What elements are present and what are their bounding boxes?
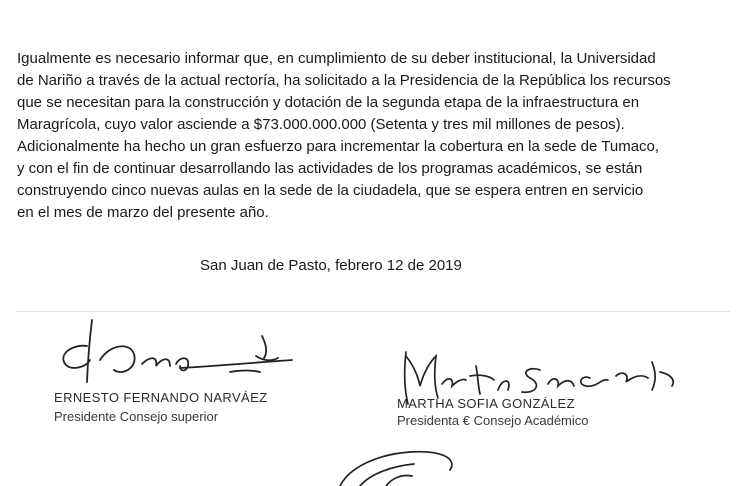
signature-partial <box>330 440 470 486</box>
body-paragraph <box>17 48 725 224</box>
body-line: y con el fin de continuar desarrollando las actividades de los programas académicos, se están <box>17 160 643 177</box>
body-line: de Nariño a través de la actual rectoría, ha solicitado a la Presidencia de la República los recursos <box>17 72 671 89</box>
body-line: en el mes de marzo del presente año. <box>17 204 269 221</box>
signatory-role: Presidente Consejo superior <box>54 409 219 424</box>
divider <box>16 311 730 312</box>
signatory-name: MARTHA SOFIA GONZÁLEZ <box>397 396 575 411</box>
body-line: Adicionalmente ha hecho un gran esfuerzo para incrementar la cobertura en la sede de Tumaco, <box>17 138 660 155</box>
signature-ernesto <box>30 316 310 391</box>
place-date: San Juan de Pasto, febrero 12 de 2019 <box>200 257 462 274</box>
body-line: Maragrícola, cuyo valor asciende a $73.000.000.000 (Setenta y tres mil millones de pesos). <box>17 116 625 133</box>
signatory-role: Presidenta € Consejo Académico <box>397 413 589 428</box>
body-line: que se necesitan para la construcción y dotación de la segunda etapa de la infraestructura en <box>17 94 640 111</box>
body-line: Igualmente es necesario informar que, en cumplimiento de su deber institucional, la Universidad <box>17 50 656 67</box>
signatory-name: ERNESTO FERNANDO NARVÁEZ <box>54 390 268 405</box>
body-line: construyendo cinco nuevas aulas en la sede de la ciudadela, que se espera entren en servicio <box>17 182 644 199</box>
